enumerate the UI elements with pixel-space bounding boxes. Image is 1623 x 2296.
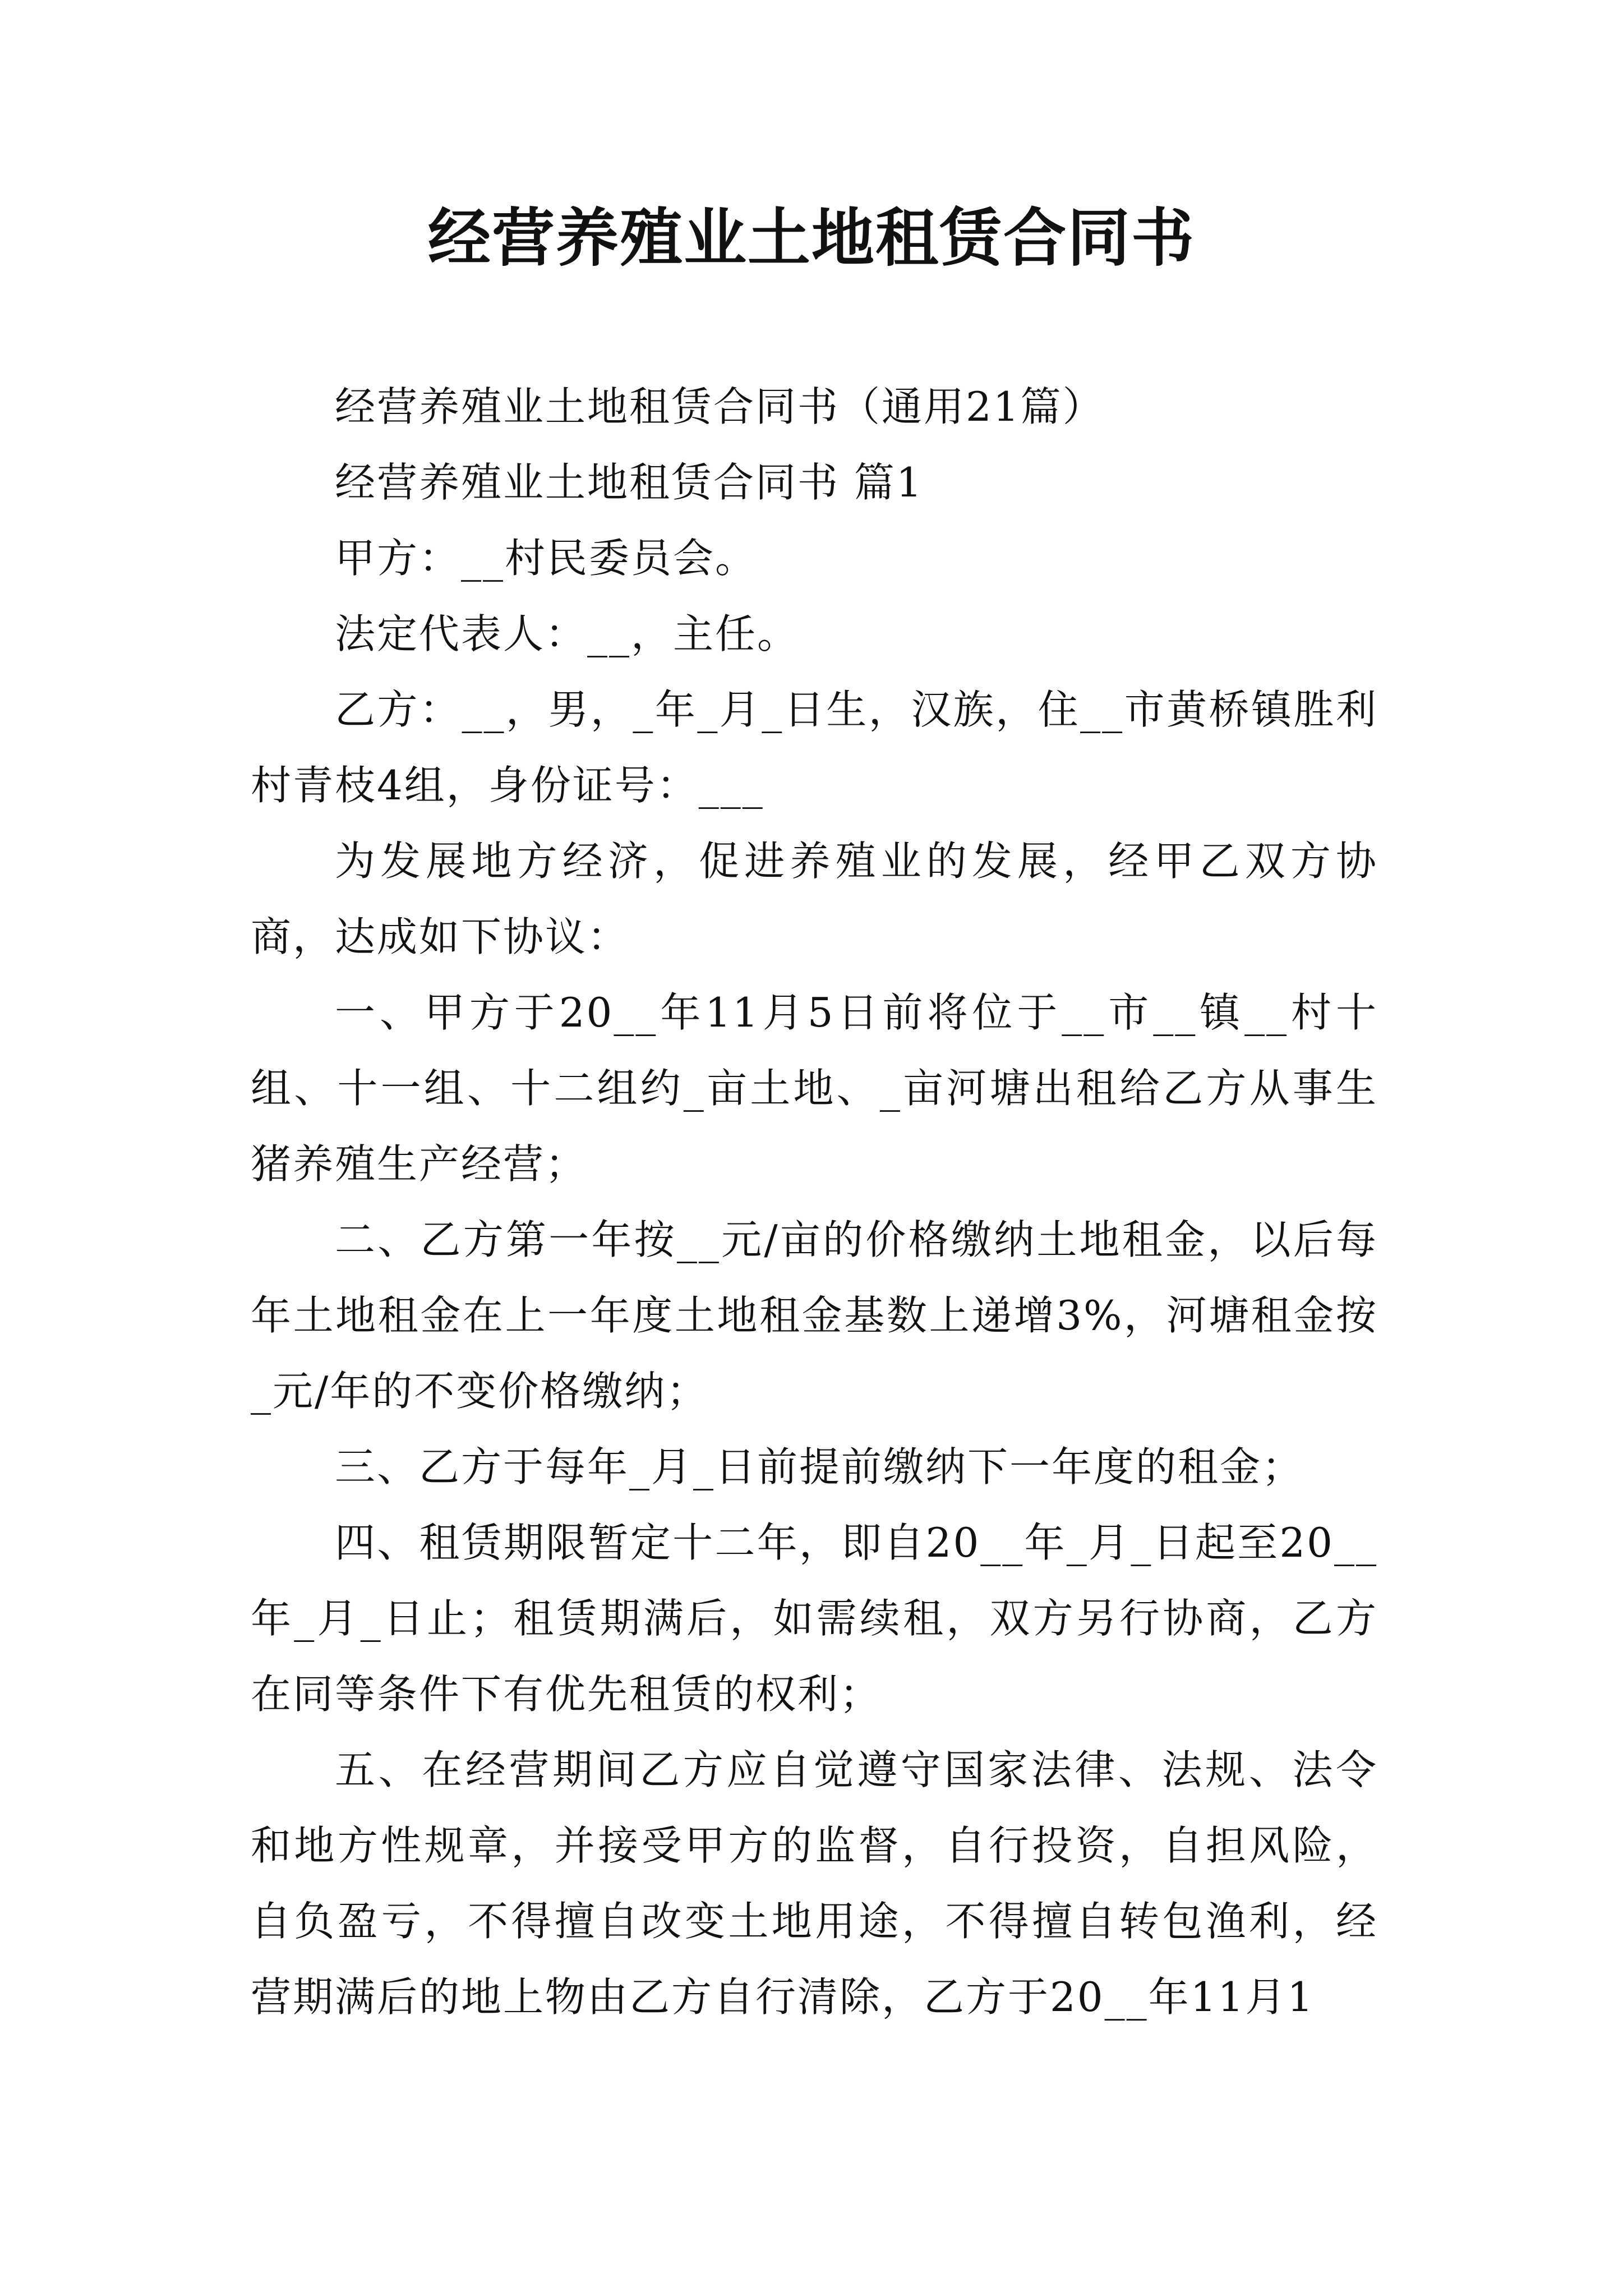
document-title: 经营养殖业土地租赁合同书: [428, 201, 1195, 275]
paragraph-clause-5: 五、在经营期间乙方应自觉遵守国家法律、法规、法令和地方性规章，并接受甲方的监督，自行投资，自担风险，自负盈亏，不得擅自改变土地用途，不得擅自转包渔利，经营期满后的地上物由乙方自行清除，乙方于20__年11月1: [251, 1746, 1378, 2021]
paragraph-clause-2: 二、乙方第一年按__元/亩的价格缴纳土地租金，以后每年土地租金在上一年度土地租金基数上递增3%，河塘租金按_元/年的不变价格缴纳；: [251, 1216, 1378, 1415]
paragraph-legal-representative: 法定代表人：__，主任。: [335, 610, 800, 657]
paragraph-preamble: 为发展地方经济，促进养殖业的发展，经甲乙双方协商，达成如下协议：: [251, 838, 1378, 960]
document-body: [251, 369, 1378, 2035]
paragraph-party-a: 甲方：__村民委员会。: [335, 535, 758, 582]
paragraph-clause-4: 四、租赁期限暂定十二年，即自20__年_月_日起至20__年_月_日止；租赁期满后，如需续租，双方另行协商，乙方在同等条件下有优先租赁的权利；: [251, 1519, 1378, 1718]
paragraph-party-b: 乙方：__，男，_年_月_日生，汉族，住__市黄桥镇胜利村青枝4组，身份证号：___: [251, 686, 1378, 809]
paragraph-section-heading: 经营养殖业土地租赁合同书 篇1: [335, 459, 924, 506]
paragraph-subtitle: 经营养殖业土地租赁合同书（通用21篇）: [335, 383, 1105, 430]
paragraph-clause-3: 三、乙方于每年_月_日前提前缴纳下一年度的租金；: [335, 1443, 1304, 1490]
paragraph-clause-1: 一、甲方于20__年11月5日前将位于__市__镇__村十组、十一组、十二组约_亩土地、_亩河塘出租给乙方从事生猪养殖生产经营；: [251, 989, 1378, 1188]
